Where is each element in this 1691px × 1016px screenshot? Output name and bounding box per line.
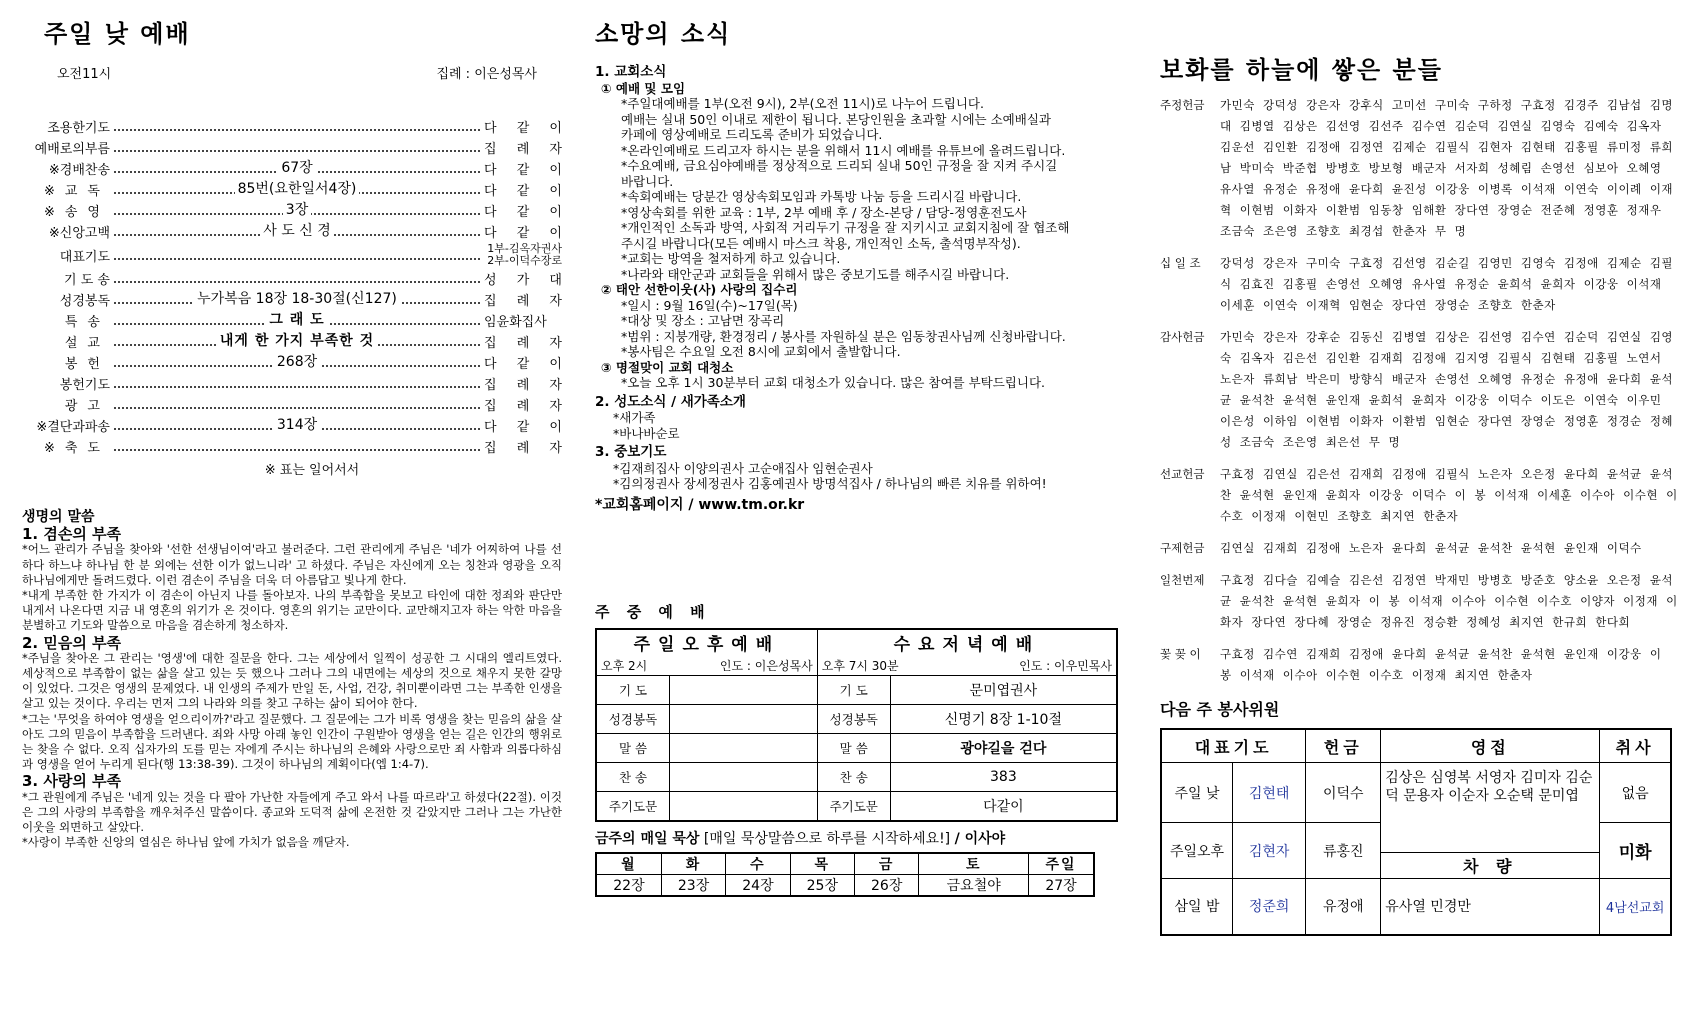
meditation-day: 토 <box>919 853 1029 875</box>
order-center <box>112 331 482 352</box>
news-item: *수요예배, 금요심야예배를 정상적으로 드리되 실내 50인 규정을 잘 지켜 주시길 <box>621 158 1058 173</box>
order-center <box>112 352 482 373</box>
sunday-pm-value <box>670 763 818 792</box>
order-center-text: 67장 <box>278 160 315 176</box>
order-label: 예배로의부름 <box>34 142 110 157</box>
next-offering: 류홍진 <box>1306 823 1381 879</box>
meditation-book: / 이사야 <box>954 831 1006 847</box>
order-row <box>22 289 562 310</box>
news-sub-heading: ② 태안 선한이웃(사) 사랑의 집수리 <box>601 282 798 297</box>
weekly-title: 주 중 예 배 <box>595 603 711 621</box>
donor-group-label: 구제헌금 <box>1160 541 1205 555</box>
life-paragraph: *그는 '무엇을 하여야 영생을 얻으리이까?'라고 질문했다. 그 질문에는 그가 비록 영생을 찾는 믿음의 삶을 살아도 그의 믿음이 부족함을 드러낸다. 죄와 사망 아래 놓인 인간이 구원받아 영생을 얻는 길은 인간의 행위로는 찾을 수 없다. 오직 십자가의 도를 믿는 자에게 주시는 하나님의 은혜와 사랑으로만 죄 사함과 의롭다하심과 영생을 얻어 누리게 된다(행 13:38-39). 그것이 하나님의 계획이다(엡 1:4-7). <box>22 711 562 772</box>
life-paragraph: *어느 관리가 주님을 찾아와 '선한 선생님이여'라고 불러준다. 그런 관리에게 주님은 '네가 어찌하여 나를 선하다 하느냐 하나님 한 분 외에는 선한 이가 없느니라' 고 하셨다. 주님은 자신에게 오는 칭찬과 영광을 오직 하나님에게만 돌려드렸다. 이런 겸손이 주님을 더욱 더 아름답고 빛나게 한다. <box>22 542 562 587</box>
homepage-link: *교회홈페이지 / www.tm.or.kr <box>595 496 805 513</box>
news-item: *봉사팀은 수요일 오전 8시에 교회에서 출발합니다. <box>621 344 901 359</box>
donor-group-label: 주정헌금 <box>1160 98 1205 112</box>
order-person: 다 같 이 <box>484 226 562 241</box>
news-item: *바나바순로 <box>613 425 680 441</box>
wednesday-value: 다같이 <box>890 792 1117 822</box>
life-section-heading: 1. 겸손의 부족 <box>22 525 122 544</box>
worship-title: 주일 낮 예배 <box>44 20 191 48</box>
order-person: 다 같 이 <box>484 357 562 372</box>
wednesday-title: 수요저녁예배 <box>817 629 1117 655</box>
next-offering: 유정애 <box>1306 879 1381 935</box>
news-sub-heading: ③ 명절맞이 교회 대청소 <box>601 359 734 375</box>
meditation-chapter: 25장 <box>790 875 854 897</box>
next-offering: 이덕수 <box>1306 763 1381 823</box>
meditation-day: 주일 <box>1029 853 1094 875</box>
meditation-day: 수 <box>726 853 790 875</box>
news-column <box>595 0 1125 897</box>
meditation-day: 월 <box>596 853 661 875</box>
life-paragraph: *주님을 찾아온 그 관리는 '영생'에 대한 질문을 한다. 그는 세상에서 일찍이 성공한 그 시대의 엘리트였다. 세상적으로 부족함이 없는 삶을 살고 있는 듯 했으나 그러나 그의 내면에는 세상의 것으로 채우지 못한 갈망이 있었다. 그것은 영생의 문제였다. 내 인생의 주제가 만일 돈, 사업, 건강, 취미뿐이라면 그는 부족한 인생을 살고 있는 것이다. 우리는 먼저 그의 나라와 의를 찾고 구하는 삶이 되어야 한다. <box>22 650 562 711</box>
meditation-chapter: 금요철야 <box>919 875 1029 897</box>
next-car-header: 차 량 <box>1381 853 1600 879</box>
wednesday-label: 말 씀 <box>817 734 890 763</box>
order-center-text: 사 도 신 경 <box>260 223 333 239</box>
life-paragraph: *내게 부족한 한 가지가 이 겸손이 아닌지 나를 돌아보자. 나의 부족함을 못보고 타인에 대한 정죄와 판단만 내게서 나온다면 지금 내 영혼의 위기가 온 것이다. 영혼의 위기는 교만이다. 교만해지고자 하는 악한 마음을 분별하고 기도와 말씀으로 마음을 겸손하게 청소하자. <box>22 588 562 633</box>
order-label: ※축도 <box>43 441 110 456</box>
order-center <box>112 289 482 310</box>
news-section-heading: 3. 중보기도 <box>595 444 667 460</box>
order-row <box>22 394 562 415</box>
order-dots <box>112 310 482 331</box>
donor-group-label: 꽃 꽂 이 <box>1160 647 1201 661</box>
news-item: *일시 : 9월 16일(수)~17일(목) <box>621 297 798 313</box>
order-dots <box>112 436 482 457</box>
order-row <box>22 158 562 179</box>
life-word <box>22 510 562 850</box>
worship-officiant: 집례 : 이은성목사 <box>436 67 537 82</box>
order-center <box>112 310 482 331</box>
donors-list <box>1160 95 1680 686</box>
news-item: *교회는 방역을 철저하게 하고 있습니다. <box>621 251 841 266</box>
next-meal: 없음 <box>1600 763 1671 823</box>
order-dots <box>112 289 482 310</box>
life-section-heading: 3. 사랑의 부족 <box>22 772 122 791</box>
meditation-chapter: 24장 <box>726 875 790 897</box>
next-meal: 4남선교회 <box>1600 879 1671 935</box>
next-header-offering: 헌금 <box>1306 729 1381 763</box>
donor-group-names: 구효정 김연실 김은선 김재희 김정애 김필식 노은자 오은정 윤다희 윤석균 윤석찬 윤석현 윤인재 윤희자 이강웅 이덕수 이 봉 이석재 이세훈 이수아 이수현 이수호 이정재 이현민 조향호 최지연 한춘자 <box>1220 467 1678 523</box>
order-row <box>22 221 562 242</box>
news-section-heading: 1. 교회소식 <box>595 64 667 80</box>
meditation-chapter: 26장 <box>855 875 919 897</box>
worship-time: 오전11시 <box>57 67 112 82</box>
wednesday-label: 주기도문 <box>817 792 890 822</box>
order-label: 성경봉독 <box>59 294 110 309</box>
order-row <box>22 116 562 137</box>
life-word-title: 생명의 말씀 <box>22 509 95 525</box>
order-person: 다 같 이 <box>484 420 562 435</box>
wednesday-value: 문미엽권사 <box>890 676 1117 705</box>
next-greeting: 김상은 심영복 서영자 김미자 김순덕 문용자 이순자 오순택 문미엽 <box>1381 763 1600 853</box>
order-label: ※교독 <box>43 184 110 199</box>
order-dots <box>112 221 482 242</box>
next-prayer: 정준희 <box>1233 879 1306 935</box>
order-person: 다 같 이 <box>484 163 562 178</box>
donor-group <box>1160 644 1680 686</box>
life-paragraph: *그 관원에게 주님은 '네게 있는 것을 다 팔아 가난한 자들에게 주고 와서 나를 따르라'고 하셨다(22절). 이것은 그의 사랑의 부족함을 깨우쳐주신 말씀이다. 종교와 도덕적 삶에 온전한 것 같았지만 그러나 그는 가난한 이웃을 외면하고 살았다. <box>22 789 562 835</box>
wednesday-value: 신명기 8장 1-10절 <box>890 705 1117 734</box>
order-center-text: 268장 <box>274 354 320 370</box>
donor-group <box>1160 327 1680 453</box>
meditation-day: 목 <box>790 853 854 875</box>
worship-order-note: ※ 표는 일어서서 <box>264 463 360 478</box>
order-label: 설교 <box>64 336 110 351</box>
wednesday-value: 383 <box>890 763 1117 792</box>
order-dots <box>112 373 482 394</box>
order-label: 봉헌기도 <box>59 378 110 393</box>
next-meal: 미화 <box>1600 823 1671 879</box>
news-item: *김재희집사 이양의권사 고순애집사 임현순권사 <box>613 460 873 476</box>
order-label: 특송 <box>64 315 110 330</box>
life-paragraph: *사랑이 부족한 신앙의 열심은 하나님 앞에 가치가 없음을 깨닫자. <box>22 835 350 850</box>
wednesday-time: 오후 7시 30분 <box>821 658 899 673</box>
sunday-pm-label: 주기도문 <box>596 792 670 822</box>
order-dots <box>112 394 482 415</box>
weekly-service-table <box>595 628 1118 822</box>
order-person: 집 례 자 <box>484 441 562 456</box>
meditation-day: 화 <box>661 853 725 875</box>
news-item: 카페에 영상예배로 드리도록 준비가 되었습니다. <box>621 127 883 142</box>
donor-group <box>1160 464 1680 527</box>
news-item: 바랍니다. <box>621 173 674 189</box>
order-center-text: 85번(요한일서4장) <box>235 181 360 197</box>
order-label: ※경배찬송 <box>48 163 110 178</box>
news-item: 예배는 실내 50인 이내로 제한이 됩니다. 본당인원을 초과할 시에는 소예배실과 <box>621 111 1051 127</box>
donor-group-names: 강덕성 강은자 구미숙 구효정 김선영 김순길 김영민 김영숙 김정애 김제순 김필식 김효진 김홍필 손영선 오혜영 유사열 유정순 윤희석 윤희자 이강웅 이석재 이세훈 이연숙 이재혁 임현순 장다연 장영순 조향호 한춘자 <box>1220 256 1674 312</box>
order-dots <box>112 415 482 436</box>
order-dots <box>112 331 482 352</box>
news-item: *개인적인 소독과 방역, 사회적 거리두기 규정을 잘 지키시고 교회지침에 잘 협조해 <box>621 220 1070 235</box>
order-person <box>484 243 562 267</box>
order-person: 다 같 이 <box>484 205 562 220</box>
next-header-meal: 취사 <box>1600 729 1671 763</box>
sunday-pm-label: 찬 송 <box>596 763 670 792</box>
donor-group-label: 일천번제 <box>1160 573 1205 587</box>
next-week-title: 다음 주 봉사위원 <box>1160 700 1280 719</box>
donor-group-names: 구효정 김수연 김재희 김정애 윤다희 윤석균 윤석찬 윤석현 윤인재 이강웅 이 봉 이석재 이수아 이수현 이수호 이정재 최지연 한춘자 <box>1220 647 1662 682</box>
order-label: 광고 <box>64 399 110 414</box>
sunday-pm-time: 오후 2시 <box>601 658 648 673</box>
order-row <box>22 436 562 457</box>
order-person: 집 례 자 <box>484 294 562 309</box>
news-item: *주일대예배를 1부(오전 9시), 2부(오전 11시)로 나누어 드립니다. <box>621 96 984 111</box>
order-row <box>22 331 562 352</box>
meditation-chapter: 23장 <box>661 875 725 897</box>
order-row <box>22 373 562 394</box>
donor-group <box>1160 538 1680 559</box>
order-label: 봉헌 <box>64 357 110 372</box>
wednesday-label: 성경봉독 <box>817 705 890 734</box>
order-label: 대표기도 <box>59 249 110 265</box>
donors-title: 보화를 하늘에 쌓은 분들 <box>1160 56 1443 84</box>
order-label: 기 도 송 <box>64 273 110 288</box>
meditation-heading <box>595 828 1125 848</box>
sunday-pm-title: 주일오후예배 <box>596 629 817 655</box>
order-dots <box>112 179 482 200</box>
worship-column <box>22 0 562 850</box>
news-body <box>595 65 1125 513</box>
donor-group-label: 십 일 조 <box>1160 256 1201 270</box>
order-label: ※결단과파송 <box>36 420 110 435</box>
service-row <box>596 734 1117 763</box>
order-person-1: 1부-김옥자권사 <box>487 242 562 255</box>
order-row <box>22 352 562 373</box>
order-person: 집 례 자 <box>484 336 562 351</box>
order-center <box>112 158 482 179</box>
order-label: 조용한기도 <box>47 121 110 136</box>
order-label: ※송영 <box>43 205 110 220</box>
order-row <box>22 242 562 268</box>
order-person-2: 2부-이덕수장로 <box>487 254 562 267</box>
sunday-pm-label: 성경봉독 <box>596 705 670 734</box>
order-dots <box>112 158 482 179</box>
order-row <box>22 415 562 436</box>
next-prayer: 김현태 <box>1233 763 1306 823</box>
order-center <box>112 200 482 221</box>
wednesday-value: 광야길을 걷다 <box>890 734 1117 763</box>
news-item: *대상 및 장소 : 고남면 장곡리 <box>621 313 785 328</box>
meditation-table <box>595 852 1095 897</box>
next-service: 주일오후 <box>1161 823 1233 879</box>
order-row <box>22 137 562 158</box>
order-row <box>22 200 562 221</box>
meditation-subtitle: [매일 묵상말씀으로 하루를 시작하세요!] <box>703 831 951 847</box>
next-service: 삼일 밤 <box>1161 879 1233 935</box>
news-item: *오늘 오후 1시 30분부터 교회 대청소가 있습니다. 많은 참여를 부탁드립니다. <box>621 375 1045 390</box>
news-item: *나라와 태안군과 교회들을 위해서 많은 중보기도를 해주시길 바랍니다. <box>621 266 1010 282</box>
meditation-day: 금 <box>855 853 919 875</box>
news-item: *영상속회를 위한 교육 : 1부, 2부 예배 후 / 장소-본당 / 담당-정영훈전도사 <box>621 204 1027 220</box>
news-item: 주시길 바랍니다(모든 예배시 마스크 착용, 개인적인 소독, 출석명부작성). <box>621 235 1021 251</box>
sunday-pm-leader: 인도 : 이은성목사 <box>719 658 813 673</box>
donor-group-names: 구효정 김다슬 김예슬 김은선 김정연 박재민 방병호 방준호 양소윤 오은정 윤석균 윤석찬 윤석현 윤희자 이 봉 이석재 이수아 이수현 이수호 이양자 이정재 이화자 장다연 장다혜 장영순 정유진 정승환 정혜성 최지연 한규희 한다희 <box>1220 573 1678 629</box>
donor-group-names: 가민숙 강덕성 강은자 강후식 고미선 구미숙 구하정 구효정 김경주 김남섭 김명대 김병열 김상은 김선영 김선주 김수연 김순덕 김연실 김영숙 김예숙 김옥자 김운선 김인환 김정애 김정연 김제순 김필식 김현자 김현태 김홍필 류미정 류희남 박미숙 박준협 방병호 방보형 배군자 서자희 성혜림 손영선 심보아 오혜영 유사열 유정순 유정애 윤다희 윤진성 이강웅 이병록 이석재 이연숙 이이례 이재혁 이현범 이화자 이환범 임동창 임해환 장다연 장영순 전준혜 정영훈 정재우 조금숙 조은영 조향호 최경섭 한춘자 무 명 <box>1220 98 1674 238</box>
next-header-greeting: 영접 <box>1381 729 1600 763</box>
news-item: *온라인예배로 드리고자 하시는 분을 위해서 11시 예배를 유튜브에 올려드립니다. <box>621 142 1066 158</box>
order-dots <box>112 116 482 137</box>
order-person: 집 례 자 <box>484 399 562 414</box>
order-dots <box>112 137 482 158</box>
meditation-title: 금주의 매일 묵상 <box>595 831 700 847</box>
order-person: 성 가 대 <box>484 273 562 288</box>
service-row <box>596 676 1117 705</box>
order-center-text: 그 래 도 <box>266 312 327 328</box>
order-dots <box>112 245 482 266</box>
news-item: *속회예배는 당분간 영상속회모임과 카톡방 나눔 등을 드리시길 바랍니다. <box>621 189 1022 204</box>
order-center-text: 누가복음 18장 18-30절(신127) <box>194 291 400 307</box>
donor-group-names: 김연실 김재희 김정애 노은자 윤다희 윤석균 윤석찬 윤석현 윤인재 이덕수 <box>1220 541 1642 555</box>
order-center-text: 314장 <box>274 417 320 433</box>
order-center <box>112 179 482 200</box>
news-title: 소망의 소식 <box>595 20 732 48</box>
order-center-text: 내게 한 가지 부족한 것 <box>217 333 377 349</box>
donor-group-label: 감사헌금 <box>1160 330 1205 344</box>
news-item: *김의정권사 장세정권사 김홍예권사 방명석집사 / 하나님의 빠른 치유를 위하여! <box>613 476 1047 491</box>
wednesday-leader: 인도 : 이우민목사 <box>1019 658 1112 673</box>
order-row <box>22 268 562 289</box>
sunday-pm-value <box>670 676 818 705</box>
worship-order <box>22 116 562 457</box>
next-prayer: 김현자 <box>1233 823 1306 879</box>
service-row <box>596 792 1117 822</box>
order-person: 다 같 이 <box>484 184 562 199</box>
order-dots <box>112 268 482 289</box>
news-sub-heading: ① 예배 및 모임 <box>601 80 686 96</box>
donor-group <box>1160 253 1680 316</box>
next-header-prayer: 대표기도 <box>1161 729 1306 763</box>
order-dots <box>112 200 482 221</box>
sunday-pm-label: 기 도 <box>596 676 670 705</box>
sunday-pm-value <box>670 792 818 822</box>
news-section-heading: 2. 성도소식 / 새가족소개 <box>595 393 746 410</box>
order-center-text: 3장 <box>283 202 311 218</box>
next-week-table <box>1160 728 1672 936</box>
news-item: *범위 : 지붕개량, 환경정리 / 봉사를 자원하실 분은 임동창권사님께 신청바랍니다. <box>621 328 1066 344</box>
donor-group <box>1160 95 1680 242</box>
life-section-heading: 2. 믿음의 부족 <box>22 633 122 652</box>
service-row <box>596 763 1117 792</box>
service-row <box>596 705 1117 734</box>
sunday-pm-value <box>670 705 818 734</box>
order-center <box>112 221 482 242</box>
donor-group-label: 선교헌금 <box>1160 467 1205 481</box>
order-person: 집 례 자 <box>484 142 562 157</box>
news-item: *새가족 <box>613 410 656 425</box>
next-service: 주일 낮 <box>1161 763 1233 823</box>
meditation-chapter: 27장 <box>1029 875 1094 897</box>
donor-group <box>1160 570 1680 633</box>
order-label: ※신앙고백 <box>48 226 110 241</box>
wednesday-label: 찬 송 <box>817 763 890 792</box>
order-person: 임윤화집사 <box>484 315 547 330</box>
wednesday-label: 기 도 <box>817 676 890 705</box>
order-dots <box>112 352 482 373</box>
order-center <box>112 415 482 436</box>
sunday-pm-value <box>670 734 818 763</box>
next-car: 유사열 민경만 <box>1381 879 1600 935</box>
donor-group-names: 가민숙 강은자 강후순 김동신 김병열 김상은 김선영 김수연 김순덕 김연실 김영숙 김옥자 김은선 김인환 김재희 김정애 김지영 김필식 김현태 김홍필 노연서 노은자 류희남 박은미 방향식 배군자 손영선 오혜영 유정순 유정애 윤다희 윤석균 윤석찬 윤석현 윤인재 윤희석 윤희자 이강웅 이덕수 이도은 이연숙 이우민 이은성 이하임 이현범 이화자 이환범 임현순 장다연 장영순 정영훈 정경순 정혜성 조금숙 조은영 최은선 무 명 <box>1220 330 1674 449</box>
meditation-chapter: 22장 <box>596 875 661 897</box>
sunday-pm-label: 말 씀 <box>596 734 670 763</box>
order-person: 다 같 이 <box>484 121 562 136</box>
order-row <box>22 310 562 331</box>
order-person: 집 례 자 <box>484 378 562 393</box>
order-row <box>22 179 562 200</box>
worship-time-row <box>57 63 537 82</box>
donors-column <box>1160 0 1680 936</box>
